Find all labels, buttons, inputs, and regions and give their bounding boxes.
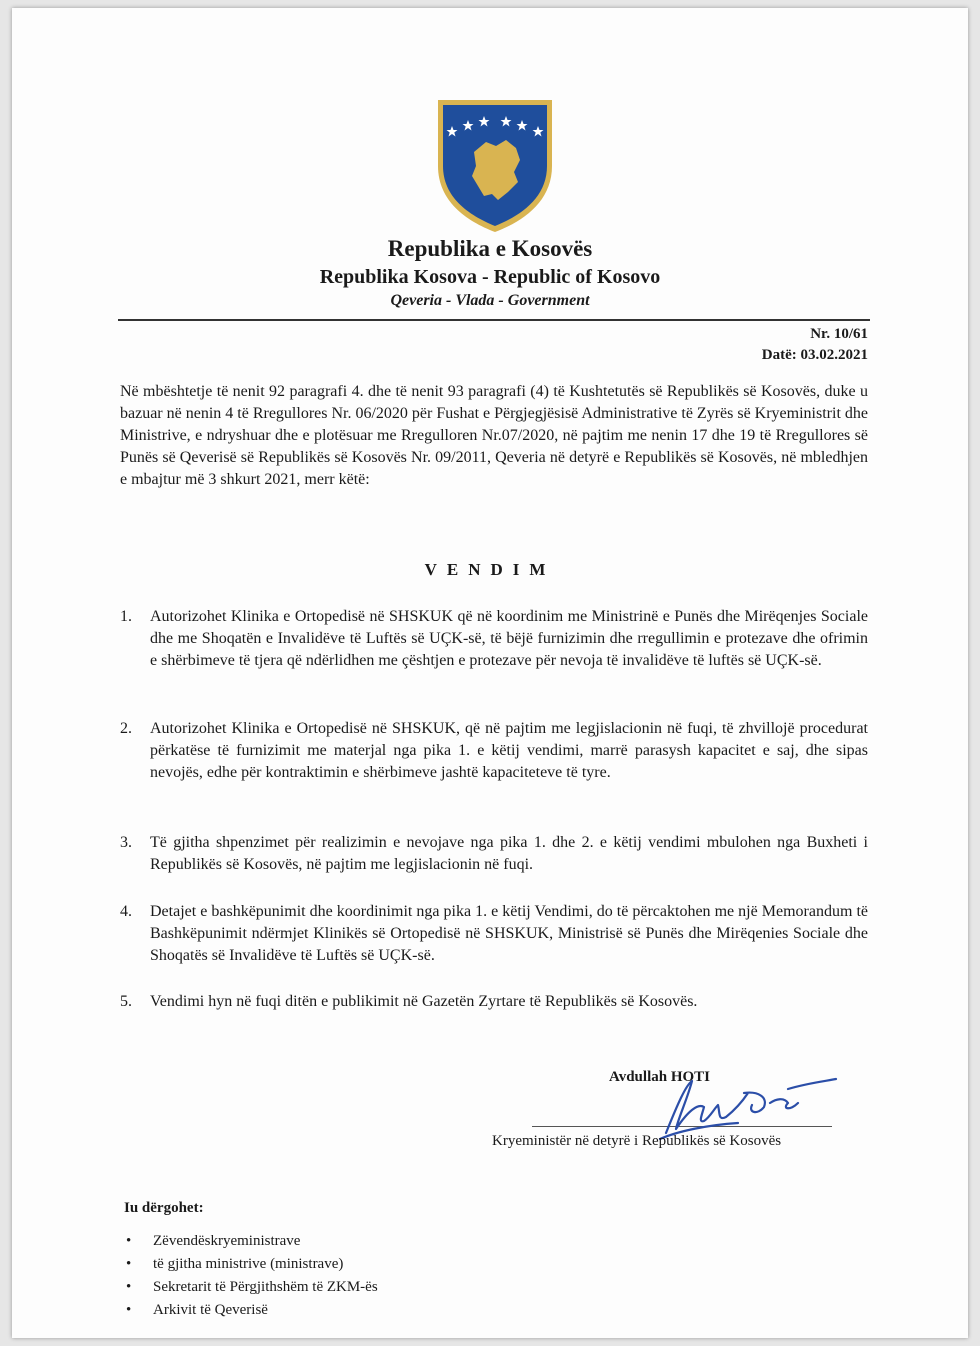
decision-item: [120, 901, 868, 967]
item-number: 5.: [120, 993, 132, 1010]
decision-item: [120, 718, 868, 784]
list-item: [124, 1276, 378, 1299]
signatory-name: Avdullah HOTI: [609, 1069, 711, 1085]
header-government: Qeveria - Vlada - Government: [390, 292, 590, 309]
item-text: Vendimi hyn në fuqi ditën e publikimit në Gazetën Zyrtare të Republikës së Kosovës.: [150, 993, 698, 1010]
header-republic-serbian-english: Republika Kosova - Republic of Kosovo: [319, 266, 661, 288]
item-number: 3.: [120, 834, 132, 851]
header-republic-albanian: Republika e Kosovës: [387, 236, 593, 261]
item-text: Të gjitha shpenzimet për realizimin e nevojave nga pika 1. dhe 2. e këtij vendimi mbulohen nga Buxheti i Republikës së Kosovës, në pajtim me legjislacionin në fuqi.: [150, 834, 868, 873]
item-text: Autorizohet Klinika e Ortopedisë në SHSKUK, që në pajtim me legjislacionin në fuqi, të zhvillojë procedurat përkatëse të furnizimit me materjal nga pika 1. e këtij vendimi, marrë parasysh kapacitet e saj, dhe sipas nevojës, edhe për kontraktimin e shërbimeve jashtë kapaciteteve të tyre.: [150, 720, 868, 781]
decision-title: VENDIM: [424, 560, 556, 579]
distribution-list: [124, 1230, 378, 1322]
kosovo-coat-of-arms-icon: [434, 96, 556, 236]
header-divider: [118, 319, 870, 321]
recipient: Arkivit të Qeverisë: [153, 1302, 268, 1318]
decision-item: [120, 606, 868, 672]
list-item: [124, 1253, 378, 1276]
decision-item: [120, 832, 868, 876]
document-number: Nr. 10/61: [810, 326, 868, 342]
document-date: Datë: 03.02.2021: [761, 347, 868, 363]
distribution-heading: Iu dërgohet:: [124, 1200, 204, 1216]
list-item: [124, 1299, 378, 1322]
document-page: [12, 8, 968, 1338]
recipient: Sekretarit të Përgjithshëm të ZKM-ës: [153, 1279, 378, 1295]
item-number: 4.: [120, 903, 132, 920]
signatory-title: Kryeministër në detyrë i Republikës së Kosovës: [492, 1133, 782, 1149]
bullet-icon: •: [126, 1279, 132, 1295]
item-number: 1.: [120, 608, 132, 625]
recipient: Zëvendëskryeministrave: [153, 1233, 301, 1249]
item-text: Detajet e bashkëpunimit dhe koordinimit nga pika 1. e këtij Vendimi, do të përcaktohen me një Memorandum të Bashkëpunimit ndërmjet Klinikës së Ortopedisë në SHSKUK, Ministrisë së Punës dhe Mirëqenies Sociale dhe Shoqatës së Invalidëve të Luftës së UÇK-së.: [150, 903, 868, 964]
bullet-icon: •: [126, 1302, 132, 1318]
bullet-icon: •: [126, 1256, 132, 1272]
item-text: Autorizohet Klinika e Ortopedisë në SHSKUK që në koordinim me Ministrinë e Punës dhe Mirëqenjes Sociale dhe me Shoqatën e Invalidëve të Luftës së UÇK-së, të bëjë furnizimin dhe rregullimin e protezave dhe ofrimin e shërbimeve të tjera që ndërlidhen me çështjen e protezave për nevoja të invalidëve të luftës së UÇK-së.: [150, 608, 868, 669]
intro-paragraph: Në mbështetje të nenit 92 paragrafi 4. dhe të nenit 93 paragrafi (4) të Kushtetutës së Republikës së Kosovës, duke u bazuar në nenin 4 të Rregullores Nr. 06/2020 për Fushat e Përgjegjësisë Administrative të Zyrës së Kryeministrit dhe Ministrive, e ndryshuar dhe e plotësuar me Rregulloren Nr.07/2020, në pajtim me nenin 17 dhe 19 të Rregullores së Punës së Qeverisë së Republikës së Kosovës Nr. 09/2011, Qeveria në detyrë e Republikës së Kosovës, në mbledhjen e mbajtur më 3 shkurt 2021, merr këtë:: [120, 383, 868, 488]
list-item: [124, 1230, 378, 1253]
handwritten-signature-icon: [648, 1063, 838, 1143]
decision-item: [120, 991, 868, 1013]
item-number: 2.: [120, 720, 132, 737]
recipient: të gjitha ministrive (ministrave): [153, 1256, 344, 1272]
bullet-icon: •: [126, 1233, 132, 1249]
